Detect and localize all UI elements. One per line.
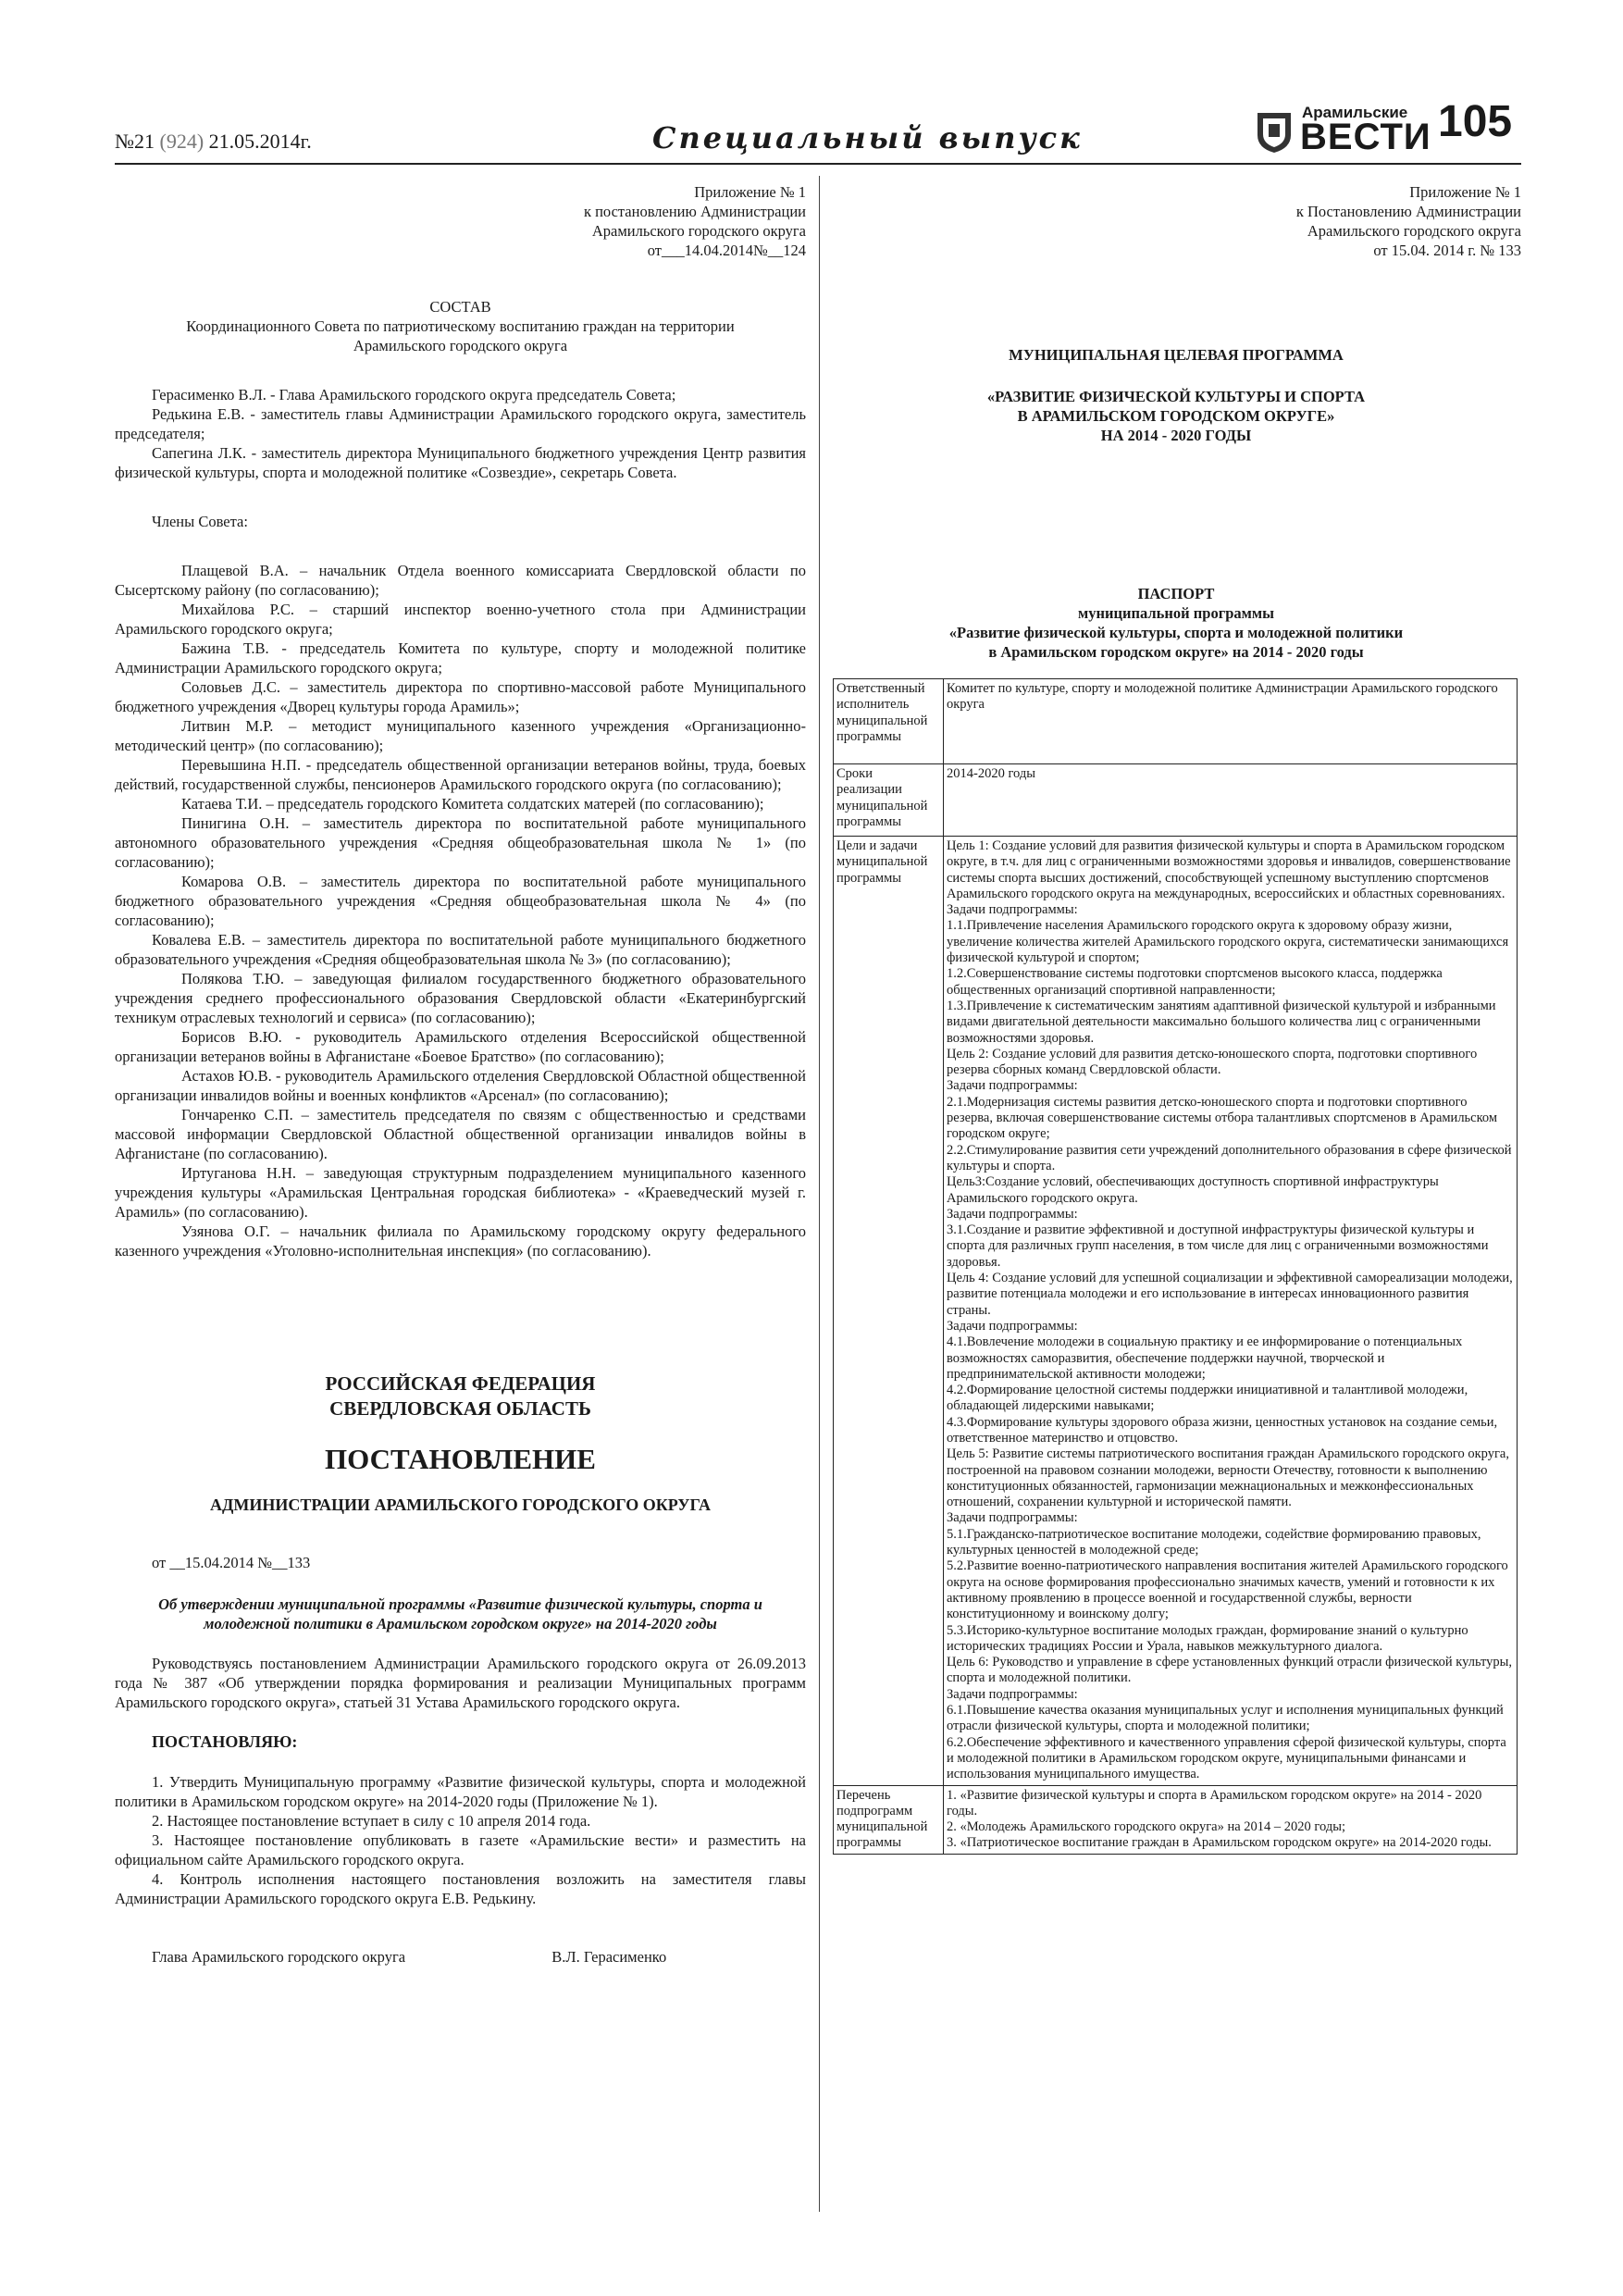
- program-title: МУНИЦИПАЛЬНАЯ ЦЕЛЕВАЯ ПРОГРАММА: [1009, 346, 1344, 364]
- appendix-line: от 15.04. 2014 г. № 133: [1373, 242, 1521, 259]
- member: Михайлова Р.С. – старший инспектор военно-учетного стола при Администрации Арамильского городского округа;: [115, 601, 806, 638]
- left-column: [115, 182, 806, 1967]
- row-text: Задачи подпрограммы:: [947, 1078, 1078, 1094]
- row-text: 1.2.Совершенствование системы подготовки спортсменов высокого класса, поддержка общественных организаций спортивной направленности;: [947, 966, 1443, 998]
- admin-title: АДМИНИСТРАЦИИ АРАМИЛЬСКОГО ГОРОДСКОГО ОКРУГА: [209, 1496, 712, 1514]
- row-text: Задачи подпрограммы:: [947, 1318, 1078, 1334]
- row-text: Цель 6: Руководство и управление в сфере установленных функций отрасли физической культуры, спорта и молодежной политики.: [947, 1655, 1513, 1686]
- council-head: Сапегина Л.К. - заместитель директора Муниципального бюджетного учреждения Центр развития физической культуры, спорта и молодежной политике «Созвездие», секретарь Совета.: [115, 444, 806, 481]
- decree-item: 2. Настоящее постановление вступает в силу с 10 апреля 2014 года.: [152, 1812, 591, 1830]
- decree-subject: Об утверждении муниципальной программы «Развитие физической культуры, спорта и молодежной политики в Арамильском городском округе» на 2014-2020 годы: [158, 1595, 762, 1632]
- row-text: Цель 1: Создание условий для развития физической культуры и спорта в Арамильском городском округе, в т.ч. для лиц с ограниченными возможностями здоровья и инвалидов, совершенствование системы спорта высших достижений, способствующей успешному выступлению спортсменов Арамильского городского округа на международных, всероссийских и областных соревнованиях.: [947, 838, 1511, 901]
- row-text: 2.2.Стимулирование развития сети учреждений дополнительного образования в сфере физической культуры и спорта.: [947, 1142, 1512, 1173]
- row-value: [944, 1785, 1518, 1854]
- member: Ковалева Е.В. – заместитель директора по воспитательной работе муниципального бюджетного образовательного учреждения «Средняя общеобразовательная школа № 3» (по согласованию);: [115, 931, 806, 968]
- passport-subtitle: в Арамильском городском округе» на 2014 - 2020 годы: [988, 643, 1364, 661]
- row-value: [944, 764, 1518, 837]
- member: Бажина Т.В. - председатель Комитета по культуре, спорту и молодежной политике Администрации Арамильского городского округа;: [115, 639, 806, 676]
- decree-item: 1. Утвердить Муниципальную программу «Развитие физической культуры, спорта и молодежной политики в Арамильском городском округе» на 2014-2020 годы (Приложение № 1).: [115, 1773, 806, 1810]
- member: Плащевой В.А. – начальник Отдела военного комиссариата Свердловской области по Сысертскому району (по согласованию);: [115, 562, 806, 599]
- row-text: 2.1.Модернизация системы развития детско-юношеского спорта и подготовки спортивного резерва, включая совершенствование системы отбора талантливых спортсменов в Арамильском городском округе;: [947, 1094, 1498, 1142]
- row-text: 2. «Молодежь Арамильского городского округа» на 2014 – 2020 годы;: [947, 1819, 1345, 1835]
- row-text: 5.1.Гражданско-патриотическое воспитание молодежи, содействие формированию правовых, культурных ценностей в молодежной среде;: [947, 1526, 1481, 1558]
- row-text: 3.1.Создание и развитие эффективной и доступной инфраструктуры физической культуры и спорта для различных групп населения, в том числе для лиц с ограниченными возможностями здоровья.: [947, 1222, 1489, 1270]
- rf-title: РОССИЙСКАЯ ФЕДЕРАЦИЯ: [325, 1372, 596, 1395]
- newspaper-logo: [1254, 104, 1431, 157]
- issue-date: 21.05.2014г.: [208, 130, 312, 153]
- members-list: [115, 561, 806, 1260]
- member: Иртуганова Н.Н. – заведующая структурным подразделением муниципального казенного учреждения культуры «Арамильская Центральная городская библиотека» - «Краеведческий музей г. Арамиль» (по согласованию).: [115, 1164, 806, 1221]
- decree-item: 3. Настоящее постановление опубликовать в газете «Арамильские вести» и разместить на официальном сайте Арамильского городского округа.: [115, 1831, 806, 1868]
- row-key: Ответственный исполнитель муниципальной программы: [834, 679, 944, 764]
- appendix-line: Приложение № 1: [1409, 183, 1521, 201]
- appendix-line: к постановлению Администрации: [583, 203, 806, 220]
- member: Соловьев Д.С. – заместитель директора по спортивно-массовой работе Муниципального бюджетного учреждения «Дворец культуры города Арамиль»;: [115, 678, 806, 715]
- row-key: Перечень подпрограмм муниципальной программы: [834, 1785, 944, 1854]
- right-appendix-note: [831, 182, 1521, 260]
- decree-preamble: Руководствуясь постановлением Администрации Арамильского городского округа от 26.09.2013 года № 387 «Об утверждении порядка формирования и реализации Муниципальных программ Арамильского городского округа», статьей 31 Устава Арамильского городского округа.: [115, 1655, 806, 1711]
- row-text: 5.3.Историко-культурное воспитание молодых граждан, формирование знаний о культурно исторических традициях России и Урала, навыков межкультурного диалога.: [947, 1622, 1468, 1654]
- row-key: Сроки реализации муниципальной программы: [834, 764, 944, 837]
- postanovlyayu: ПОСТАНОВЛЯЮ:: [152, 1732, 298, 1751]
- row-text: 4.1.Вовлечение молодежи в социальную практику и ее информирование о потенциальных возможностях саморазвития, обеспечение поддержки научной, творческой и предпринимательской активности молодежи;: [947, 1334, 1463, 1382]
- member: Узянова О.Г. – начальник филиала по Арамильскому городскому округу федерального казенного учреждения «Уголовно-исполнительная инспекция» (по согласованию).: [115, 1222, 806, 1260]
- row-value: [944, 679, 1518, 764]
- row-text: 1. «Развитие физической культуры и спорта в Арамильском городском округе» на 2014 - 2020 годы.: [947, 1787, 1482, 1818]
- issue-number: №21: [115, 130, 155, 153]
- logo-main: ВЕСТИ: [1300, 117, 1431, 157]
- appendix-line: от___14.04.2014№__124: [647, 242, 806, 259]
- row-text: 2014-2020 годы: [947, 766, 1035, 781]
- signature-line: [115, 1947, 806, 1967]
- row-text: 6.1.Повышение качества оказания муниципальных услуг и исполнения муниципальных функций отрасли физической культуры, спорта и молодежной политики;: [947, 1703, 1504, 1734]
- table-row: [834, 679, 1518, 764]
- row-text: Задачи подпрограммы:: [947, 1686, 1078, 1702]
- row-text: 1.3.Привлечение к систематическим занятиям адаптивной физической культурой и избранными видами двигательной деятельности максимально большого количества лиц с ограниченными возможностями здоровья.: [947, 998, 1496, 1046]
- signature-title: Глава Арамильского городского округа: [152, 1948, 406, 1966]
- section-title: Специальный выпуск: [652, 120, 1083, 155]
- region-title: СВЕРДЛОВСКАЯ ОБЛАСТЬ: [329, 1397, 591, 1420]
- issue-info: [115, 130, 312, 154]
- row-text: Комитет по культуре, спорту и молодежной политике Администрации Арамильского городского округа: [947, 681, 1498, 713]
- decree-item: 4. Контроль исполнения настоящего постановления возложить на заместителя главы Администрации Арамильского городского округа Е.В. Редькину.: [115, 1870, 806, 1907]
- table-row: [834, 764, 1518, 837]
- member: Борисов В.Ю. - руководитель Арамильского отделения Всероссийской общественной организации ветеранов войны в Афганистане «Боевое Братство» (по согласованию);: [115, 1028, 806, 1065]
- passport-title: ПАСПОРТ: [1137, 585, 1215, 602]
- row-text: 4.3.Формирование культуры здорового образа жизни, ценностных установок на создание семьи, ответственное материнство и отцовство.: [947, 1414, 1498, 1446]
- crest-icon: [1254, 109, 1295, 154]
- appendix-line: Арамильского городского округа: [591, 222, 806, 240]
- row-text: 6.2.Обеспечение эффективного и качественного управления сферой физической культуры, спорта и молодежной политики в Арамильском городском округе, муниципальными финансами и использования муниципального имущества.: [947, 1734, 1506, 1782]
- row-text: 4.2.Формирование целостной системы поддержки инициативной и талантливой молодежи, обладающей лидерскими навыками;: [947, 1383, 1468, 1414]
- row-key: Цели и задачи муниципальной программы: [834, 837, 944, 1786]
- postanovlenie-title: ПОСТАНОВЛЕНИЕ: [325, 1443, 596, 1475]
- decree-date: от __15.04.2014 №__133: [152, 1554, 311, 1571]
- logo-pre: Арамильские: [1302, 104, 1408, 121]
- members-title: Члены Совета:: [152, 513, 248, 530]
- row-text: Цель3:Создание условий, обеспечивающих доступность спортивной инфраструктуры Арамильского городского округа.: [947, 1174, 1439, 1206]
- member: Гончаренко С.П. – заместитель председателя по связям с общественностью и средствами массовой информации Свердловской Областной общественной организации инвалидов войны в Афганистане (по согласованию).: [115, 1106, 806, 1162]
- passport-table: [833, 678, 1518, 1855]
- member: Пинигина О.Н. – заместитель директора по воспитательной работе муниципального автономного образовательного учреждения «Средняя общеобразовательная школа № 1» (по согласованию);: [115, 814, 806, 871]
- table-row: [834, 1785, 1518, 1854]
- row-text: Цель 4: Создание условий для успешной социализации и эффективной самореализации молодежи, развитие потенциала молодежи и его использование в интересах инновационного развития страны.: [947, 1271, 1513, 1318]
- row-text: Задачи подпрограммы:: [947, 1206, 1078, 1222]
- sostav-subtitle: Координационного Совета по патриотическому воспитанию граждан на территории: [186, 317, 735, 335]
- table-row: [834, 837, 1518, 1786]
- council-head: Редькина Е.В. - заместитель главы Администрации Арамильского городского округа, заместитель председателя;: [115, 405, 806, 442]
- member: Полякова Т.Ю. – заведующая филиалом государственного бюджетного образовательного учреждения среднего профессионального образования Свердловской области «Екатеринбургский техникум отраслевых технологий и сервиса» (по согласованию);: [115, 970, 806, 1026]
- member: Комарова О.В. – заместитель директора по воспитательной работе муниципального бюджетного образовательного учреждения «Средняя общеобразовательная школа № 4» (по согласованию);: [115, 873, 806, 929]
- member: Катаева Т.И. – председатель городского Комитета солдатских матерей (по согласованию);: [181, 795, 764, 813]
- appendix-line: к Постановлению Администрации: [1295, 203, 1521, 220]
- passport-subtitle: муниципальной программы: [1077, 604, 1274, 622]
- right-column: [831, 182, 1521, 1855]
- appendix-line: Арамильского городского округа: [1307, 222, 1521, 240]
- column-divider: [819, 176, 820, 2212]
- issue-total: (924): [159, 130, 204, 153]
- row-text: 5.2.Развитие военно-патриотического направления воспитания жителей Арамильского городского округа на основе формирования профессионально значимых качеств, умений и готовности к их активному проявлению в процессе военной и государственной службы, верности конституционному и воинскому долгу;: [947, 1558, 1508, 1622]
- appendix-line: Приложение № 1: [694, 183, 806, 201]
- left-appendix-note: [115, 182, 806, 260]
- passport-subtitle: «Развитие физической культуры, спорта и молодежной политики: [948, 624, 1404, 641]
- program-name: НА 2014 - 2020 ГОДЫ: [1100, 427, 1252, 444]
- row-text: Задачи подпрограммы:: [947, 902, 1078, 918]
- header-rule: [115, 163, 1521, 165]
- row-text: 1.1.Привлечение населения Арамильского городского округа к здоровому образу жизни, увеличение количества жителей Арамильского городского округа, систематически занимающихся физической культурой и спортом;: [947, 918, 1509, 966]
- page-number: 105: [1438, 97, 1513, 146]
- program-name: В АРАМИЛЬСКОМ ГОРОДСКОМ ОКРУГЕ»: [1017, 407, 1335, 425]
- row-text: Цель 2: Создание условий для развития детско-юношеского спорта, подготовки спортивного резерва сборных команд Свердловской области.: [947, 1046, 1478, 1078]
- sostav-subtitle: Арамильского городского округа: [353, 337, 568, 354]
- council-head: Герасименко В.Л. - Глава Арамильского городского округа председатель Совета;: [152, 386, 676, 403]
- row-text: 3. «Патриотическое воспитание граждан в Арамильском городском округе» на 2014-2020 годы.: [947, 1835, 1492, 1851]
- member: Литвин М.Р. – методист муниципального казенного учреждения «Организационно-методический центр» (по согласованию);: [115, 717, 806, 754]
- sostav-title: СОСТАВ: [429, 298, 491, 316]
- row-value: [944, 837, 1518, 1786]
- program-name: «РАЗВИТИЕ ФИЗИЧЕСКОЙ КУЛЬТУРЫ И СПОРТА: [986, 388, 1366, 405]
- row-text: Задачи подпрограммы:: [947, 1510, 1078, 1526]
- signature-name: В.Л. Герасименко: [551, 1948, 667, 1966]
- row-text: Цель 5: Развитие системы патриотического воспитания граждан Арамильского городского округа, построенной на правовом сознании молодежи, верности Отечеству, готовности к выполнению конституционных обязанностей, гармонизации межнациональных и межконфессиональных отношений, сохранении культурной и исторической памяти.: [947, 1446, 1509, 1510]
- member: Астахов Ю.В. - руководитель Арамильского отделения Свердловской Областной общественной организации инвалидов войны и военных конфликтов «Арсенал» (по согласованию);: [115, 1067, 806, 1104]
- member: Перевышина Н.П. - председатель общественной организации ветеранов войны, труда, боевых действий, государственной службы, пенсионеров Арамильского городского округа (по согласованию);: [115, 756, 806, 793]
